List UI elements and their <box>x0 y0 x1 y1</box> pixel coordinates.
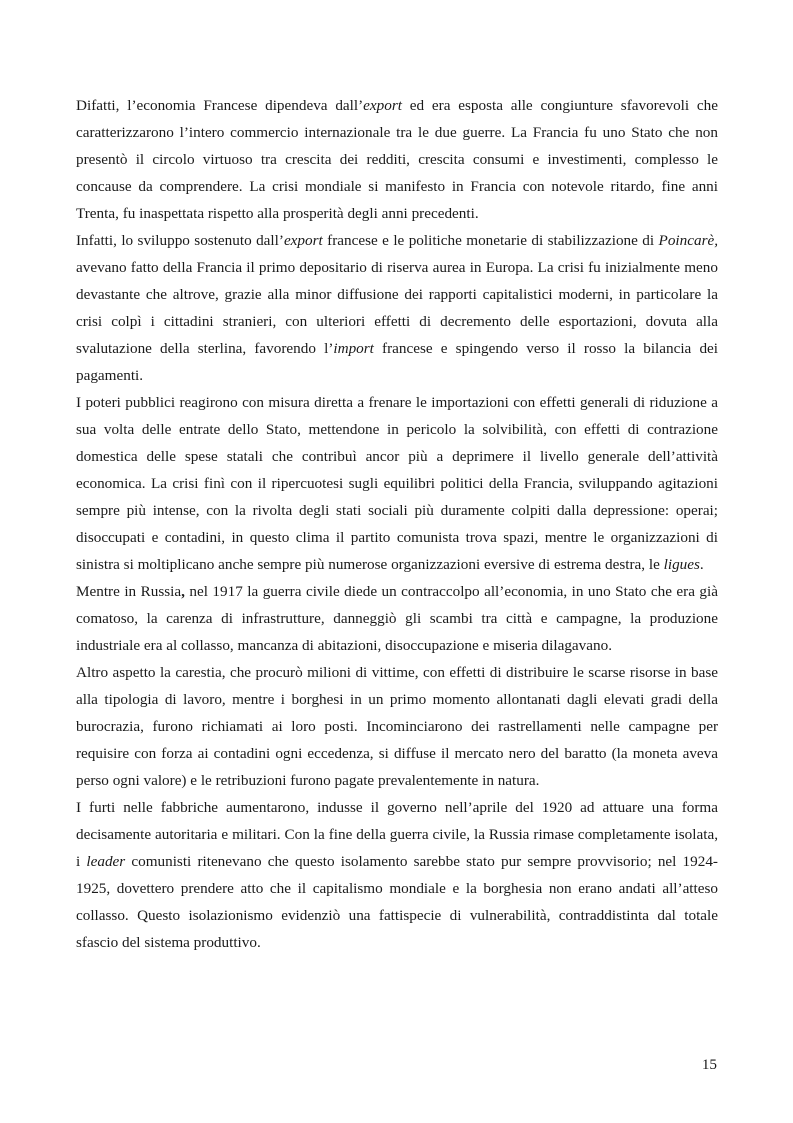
paragraph <box>76 92 718 227</box>
text-run: . <box>699 556 704 573</box>
italic-text: ligues <box>663 556 700 573</box>
italic-text: import <box>333 340 374 357</box>
italic-text: export <box>363 97 402 114</box>
text-body <box>76 92 718 956</box>
paragraph <box>76 578 718 659</box>
italic-text: export <box>283 232 323 249</box>
paragraph <box>76 794 718 956</box>
text-run: francese e le politiche monetarie di stabilizzazione di <box>322 232 659 249</box>
bold-text: , <box>181 583 185 600</box>
text-run: francese e spingendo verso il rosso la bilancia dei pagamenti. <box>76 340 718 384</box>
page-number: 15 <box>701 1056 717 1073</box>
text-run: I furti nelle fabbriche aumentarono, indusse il governo nell’aprile del 1920 ad attuare una forma decisamente autoritaria e militari. Con la fine della guerra civile, la Russia rimase completamente isolata, i <box>76 799 718 870</box>
text-run: comunisti ritenevano che questo isolamento sarebbe stato pur sempre provvisorio; nel 1924-1925, dovettero prendere atto che il capitalismo mondiale e la borghesia non erano andati all’atteso collasso. Questo isolazionismo evidenziò una fattispecie di vulnerabilità, contraddistinta dal totale sfascio del sistema produttivo. <box>76 853 718 951</box>
text-run: nel 1917 la guerra civile diede un contraccolpo all’economia, in uno Stato che era già comatoso, la carenza di infrastrutture, danneggiò gli scambi tra città e campagne, la produzione industriale era al collasso, mancanza di abitazioni, disoccupazione e miseria dilagavano. <box>76 583 718 654</box>
text-run: ed era esposta alle congiunture sfavorevoli che caratterizzarono l’intero commercio internazionale tra le due guerre. La Francia fu uno Stato che non presentò il circolo virtuoso tra crescita dei redditi, crescita consumi e investimenti, complesso le concause da comprendere. La crisi mondiale si manifesto in Francia con notevole ritardo, fine anni Trenta, fu inaspettata rispetto alla prosperità degli anni precedenti. <box>76 97 718 222</box>
text-run: Difatti, l’economia Francese dipendeva dall’ <box>76 97 364 114</box>
text-run: I poteri pubblici reagirono con misura diretta a frenare le importazioni con effetti generali di riduzione a sua volta delle entrate dello Stato, mettendone in pericolo la solvibilità, con effetti di contrazione domestica delle spese statali che contribuì ancor più a deprimere il livello generale dell’attività economica. La crisi finì con il ripercuotesi sugli equilibri politici della Francia, sviluppando agitazioni sempre più intense, con la rivolta degli stati sociali più duramente colpiti dalla depressione: operai; disoccupati e contadini, in questo clima il partito comunista trova spazi, mentre le organizzazioni di sinistra si moltiplicano anche sempre più numerose organizzazioni eversive di estrema destra, le <box>76 394 718 573</box>
text-run: Mentre in Russia <box>76 583 182 600</box>
italic-text: Poincarè, <box>658 232 719 249</box>
text-run: Altro aspetto la carestia, che procurò milioni di vittime, con effetti di distribuire le scarse risorse in base alla tipologia di lavoro, mentre i borghesi in un primo momento allontanati dagli elevati gradi della burocrazia, furono richiamati ai loro posti. Incominciarono dei rastrellamenti nelle campagne per requisire con forza ai contadini ogni eccedenza, si diffuse il mercato nero del baratto (la moneta aveva perso ogni valore) e le retribuzioni furono pagate prevalentemente in natura. <box>76 664 718 789</box>
italic-text: leader <box>86 853 126 870</box>
paragraph <box>76 227 718 389</box>
paragraph <box>76 659 718 794</box>
text-run: avevano fatto della Francia il primo depositario di riserva aurea in Europa. La crisi fu inizialmente meno devastante che altrove, grazie alla minor diffusione dei rapporti capitalistici moderni, in particolare la crisi colpì i cittadini stranieri, con ulteriori effetti di decremento delle esportazioni, dovuta alla svalutazione della sterlina, favorendo l’ <box>76 259 718 357</box>
paragraph <box>76 389 718 578</box>
text-run: Infatti, lo sviluppo sostenuto dall’ <box>76 232 284 249</box>
